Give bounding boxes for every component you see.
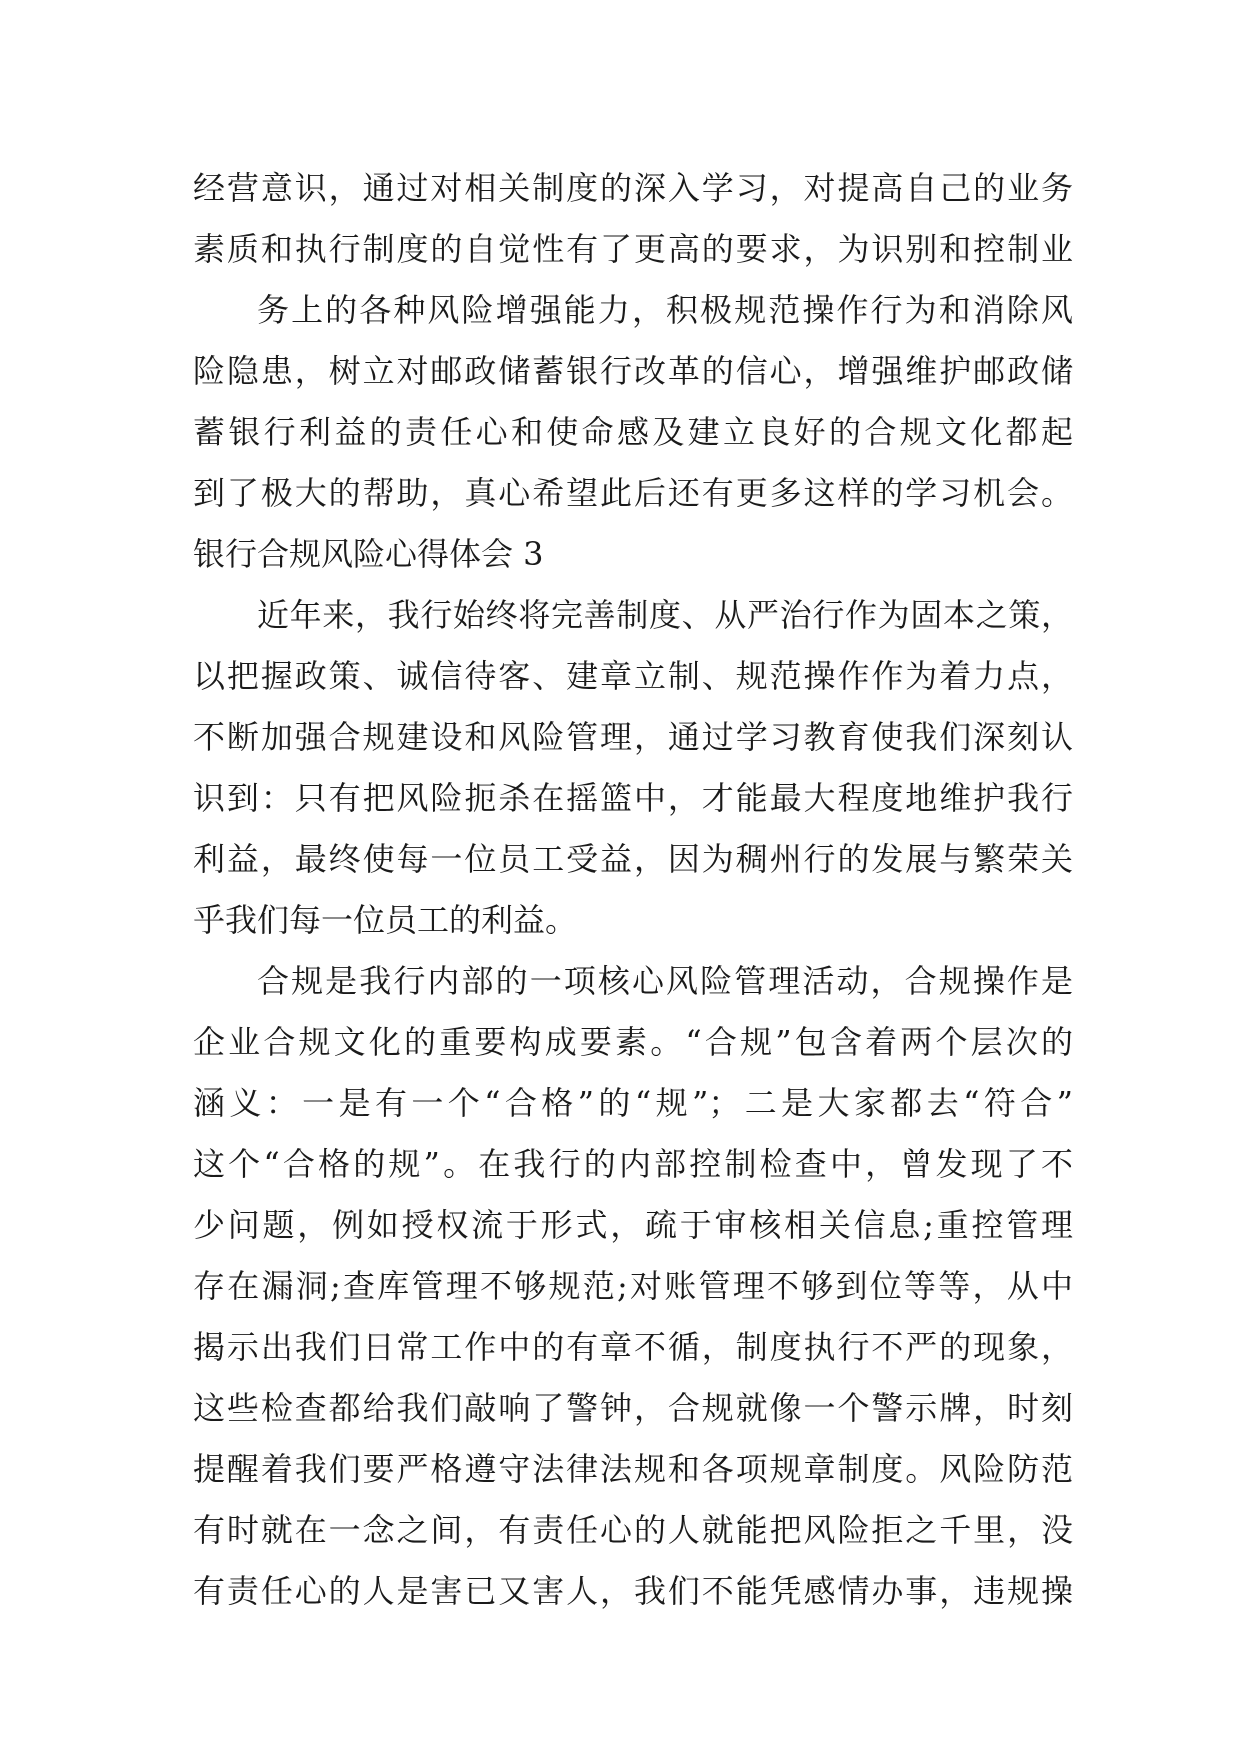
paragraph-line: 企业合规文化的重要构成要素。“合规”包含着两个层次的 <box>193 1023 1073 1061</box>
paragraph-line: 险隐患，树立对邮政储蓄银行改革的信心，增强维护邮政储 <box>193 352 1073 390</box>
paragraph-line: 利益，最终使每一位员工受益，因为稠州行的发展与繁荣关 <box>193 840 1073 878</box>
paragraph-line: 这些检查都给我们敲响了警钟，合规就像一个警示牌，时刻 <box>193 1389 1073 1427</box>
paragraph-line: 蓄银行利益的责任心和使命感及建立良好的合规文化都起 <box>193 413 1073 451</box>
paragraph-line: 涵义：一是有一个“合格”的“规”；二是大家都去“符合” <box>193 1084 1073 1122</box>
paragraph-line: 以把握政策、诚信待客、建章立制、规范操作作为着力点， <box>193 657 1073 695</box>
paragraph-line: 到了极大的帮助，真心希望此后还有更多这样的学习机会。 <box>193 474 1073 512</box>
paragraph-line: 少问题，例如授权流于形式，疏于审核相关信息;重控管理 <box>193 1206 1073 1244</box>
paragraph-line: 合规是我行内部的一项核心风险管理活动，合规操作是 <box>257 962 1073 1000</box>
paragraph-line: 务上的各种风险增强能力，积极规范操作行为和消除风 <box>257 291 1073 329</box>
paragraph-line: 识到：只有把风险扼杀在摇篮中，才能最大程度地维护我行 <box>193 779 1073 817</box>
paragraph-line: 素质和执行制度的自觉性有了更高的要求，为识别和控制业 <box>193 230 1073 268</box>
paragraph-line: 乎我们每一位员工的利益。 <box>193 901 578 939</box>
paragraph-line: 揭示出我们日常工作中的有章不循，制度执行不严的现象， <box>193 1328 1073 1366</box>
paragraph-line: 提醒着我们要严格遵守法律法规和各项规章制度。风险防范 <box>193 1450 1073 1488</box>
paragraph-line: 不断加强合规建设和风险管理，通过学习教育使我们深刻认 <box>193 718 1073 756</box>
paragraph-line: 近年来，我行始终将完善制度、从严治行作为固本之策， <box>257 596 1073 634</box>
paragraph-line: 存在漏洞;查库管理不够规范;对账管理不够到位等等，从中 <box>193 1267 1073 1305</box>
paragraph-line: 有时就在一念之间，有责任心的人就能把风险拒之千里，没 <box>193 1511 1073 1549</box>
paragraph-line: 经营意识，通过对相关制度的深入学习，对提高自己的业务 <box>193 169 1073 207</box>
paragraph-line: 这个“合格的规”。在我行的内部控制检查中，曾发现了不 <box>193 1145 1073 1183</box>
section-heading: 银行合规风险心得体会 3 <box>193 535 544 573</box>
paragraph-line: 有责任心的人是害已又害人，我们不能凭感情办事，违规操 <box>193 1572 1073 1610</box>
